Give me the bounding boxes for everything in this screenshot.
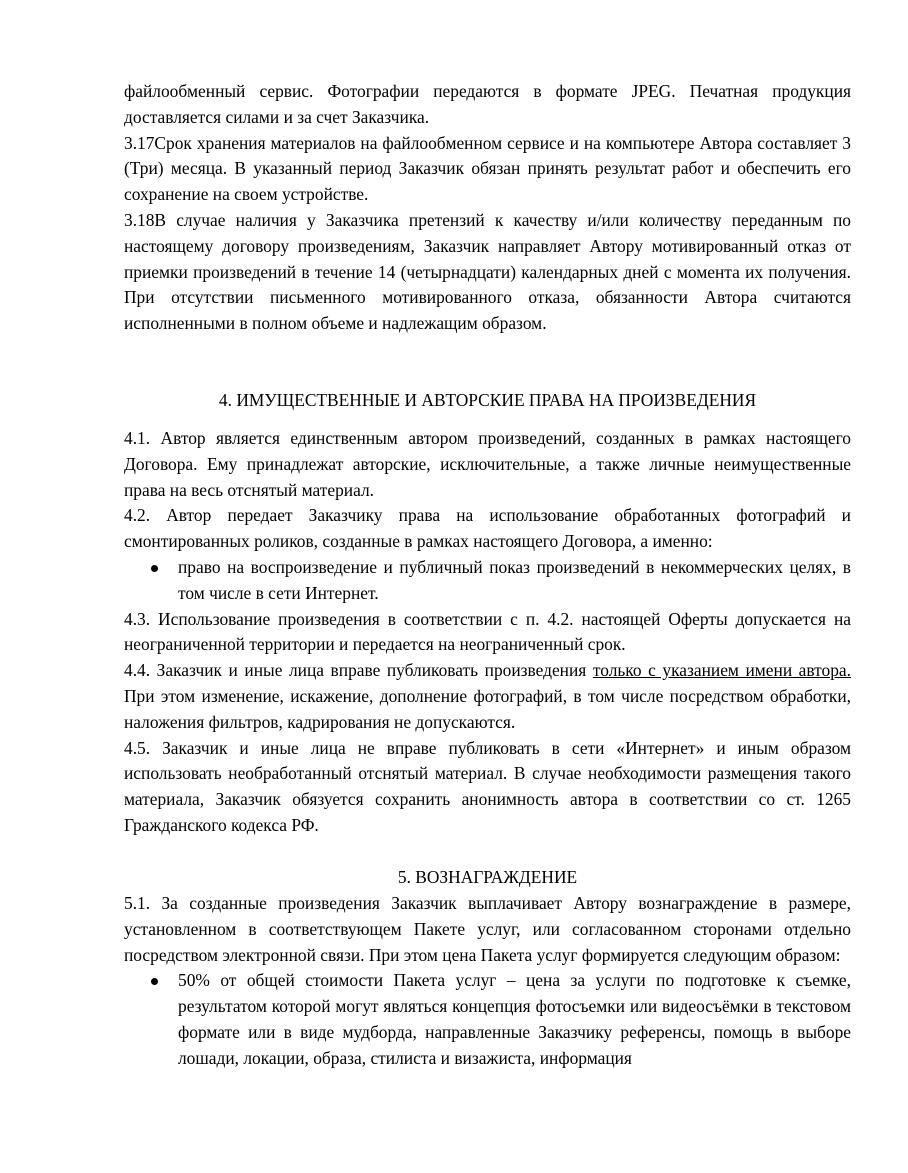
paragraph-3-16-cont: файлообменный сервис. Фотографии передаются в формате JPEG. Печатная продукция доставляется силами и за счет Заказчика. (124, 81, 851, 127)
paragraph-4-5: 4.5. Заказчик и иные лица не вправе публиковать в сети «Интернет» и иным образом использовать необработанный отснятый материал. В случае необходимости размещения такого материала, Заказчик обязуется сохранить анонимность автора в соответствии со ст. 1265 Гражданского кодекса РФ. (124, 737, 851, 835)
section-3-continuation (124, 79, 851, 337)
paragraph-4-4-start: 4.4. Заказчик и иные лица вправе публиковать произведения (124, 660, 593, 681)
paragraph-4-4-end: При этом изменение, искажение, дополнение фотографий, в том числе посредством обработки, наложения фильтров, кадрирования не допускаются. (124, 660, 869, 732)
section-4-heading: 4. ИМУЩЕСТВЕННЫЕ И АВТОРСКИЕ ПРАВА НА ПРОИЗВЕДЕНИЯ (218, 390, 757, 410)
paragraph-4-1: 4.1. Автор является единственным автором произведений, созданных в рамках настоящего Договора. Ему принадлежат авторские, исключительные, а также личные неимущественные права на весь отснятый материал. (124, 428, 851, 500)
paragraph-4-4 (124, 658, 869, 735)
section-5-body (124, 891, 851, 1072)
paragraph-4-3: 4.3. Использование произведения в соответствии с п. 4.2. настоящей Оферты допускается на неограниченной территории и передается на неограниченный срок. (124, 608, 851, 655)
list-item (124, 968, 851, 1071)
attribution-requirement: только с указанием имени автора. (592, 660, 852, 681)
paragraph-4-2: 4.2. Автор передает Заказчику права на использование обработанных фотографий и смонтированных роликов, созданные в рамках настоящего Договора, а именно: (124, 505, 851, 552)
section-4-body (124, 426, 869, 839)
price-list (124, 968, 851, 1071)
paragraph-5-1: 5.1. За созданные произведения Заказчик выплачивает Автору вознаграждение в размере, установленном в соответствующем Пакете услуг, или согласованном сторонами отдельно посредством электронной связи. При этом цена Пакета услуг формируется следующим образом: (124, 893, 851, 965)
list-item (124, 555, 851, 607)
bullet-icon (151, 565, 158, 572)
bullet-icon (151, 978, 158, 985)
section-5-heading: 5. ВОЗНАГРАЖДЕНИЕ (397, 867, 578, 887)
list-item-text: право на воспроизведение и публичный показ произведений в некоммерческих целях, в том числе в сети Интернет. (178, 556, 851, 603)
list-item-text: 50% от общей стоимости Пакета услуг – цена за услуги по подготовке к съемке, результатом которой могут являться концепция фотосъемки или видеосъёмки в текстовом формате или в виде мудборда, направленные Заказчику референсы, помощь в выборе лошади, локации, образа, стилиста и визажиста, информация (178, 970, 851, 1068)
paragraph-3-18: 3.18В случае наличия у Заказчика претензий к качеству и/или количеству переданным по настоящему договору произведениям, Заказчик направляет Автору мотивированный отказ от приемки произведений в течение 14 (четырнадцати) календарных дней с момента их получения. При отсутствии письменного мотивированного отказа, обязанности Автора считаются исполненными в полном объеме и надлежащим образом. (124, 209, 851, 334)
rights-list (124, 555, 851, 607)
paragraph-3-17: 3.17Срок хранения материалов на файлообменном сервисе и на компьютере Автора составляет 3 (Три) месяца. В указанный период Заказчик обязан принять результат работ и обеспечить его сохранение на своем устройстве. (124, 132, 851, 205)
